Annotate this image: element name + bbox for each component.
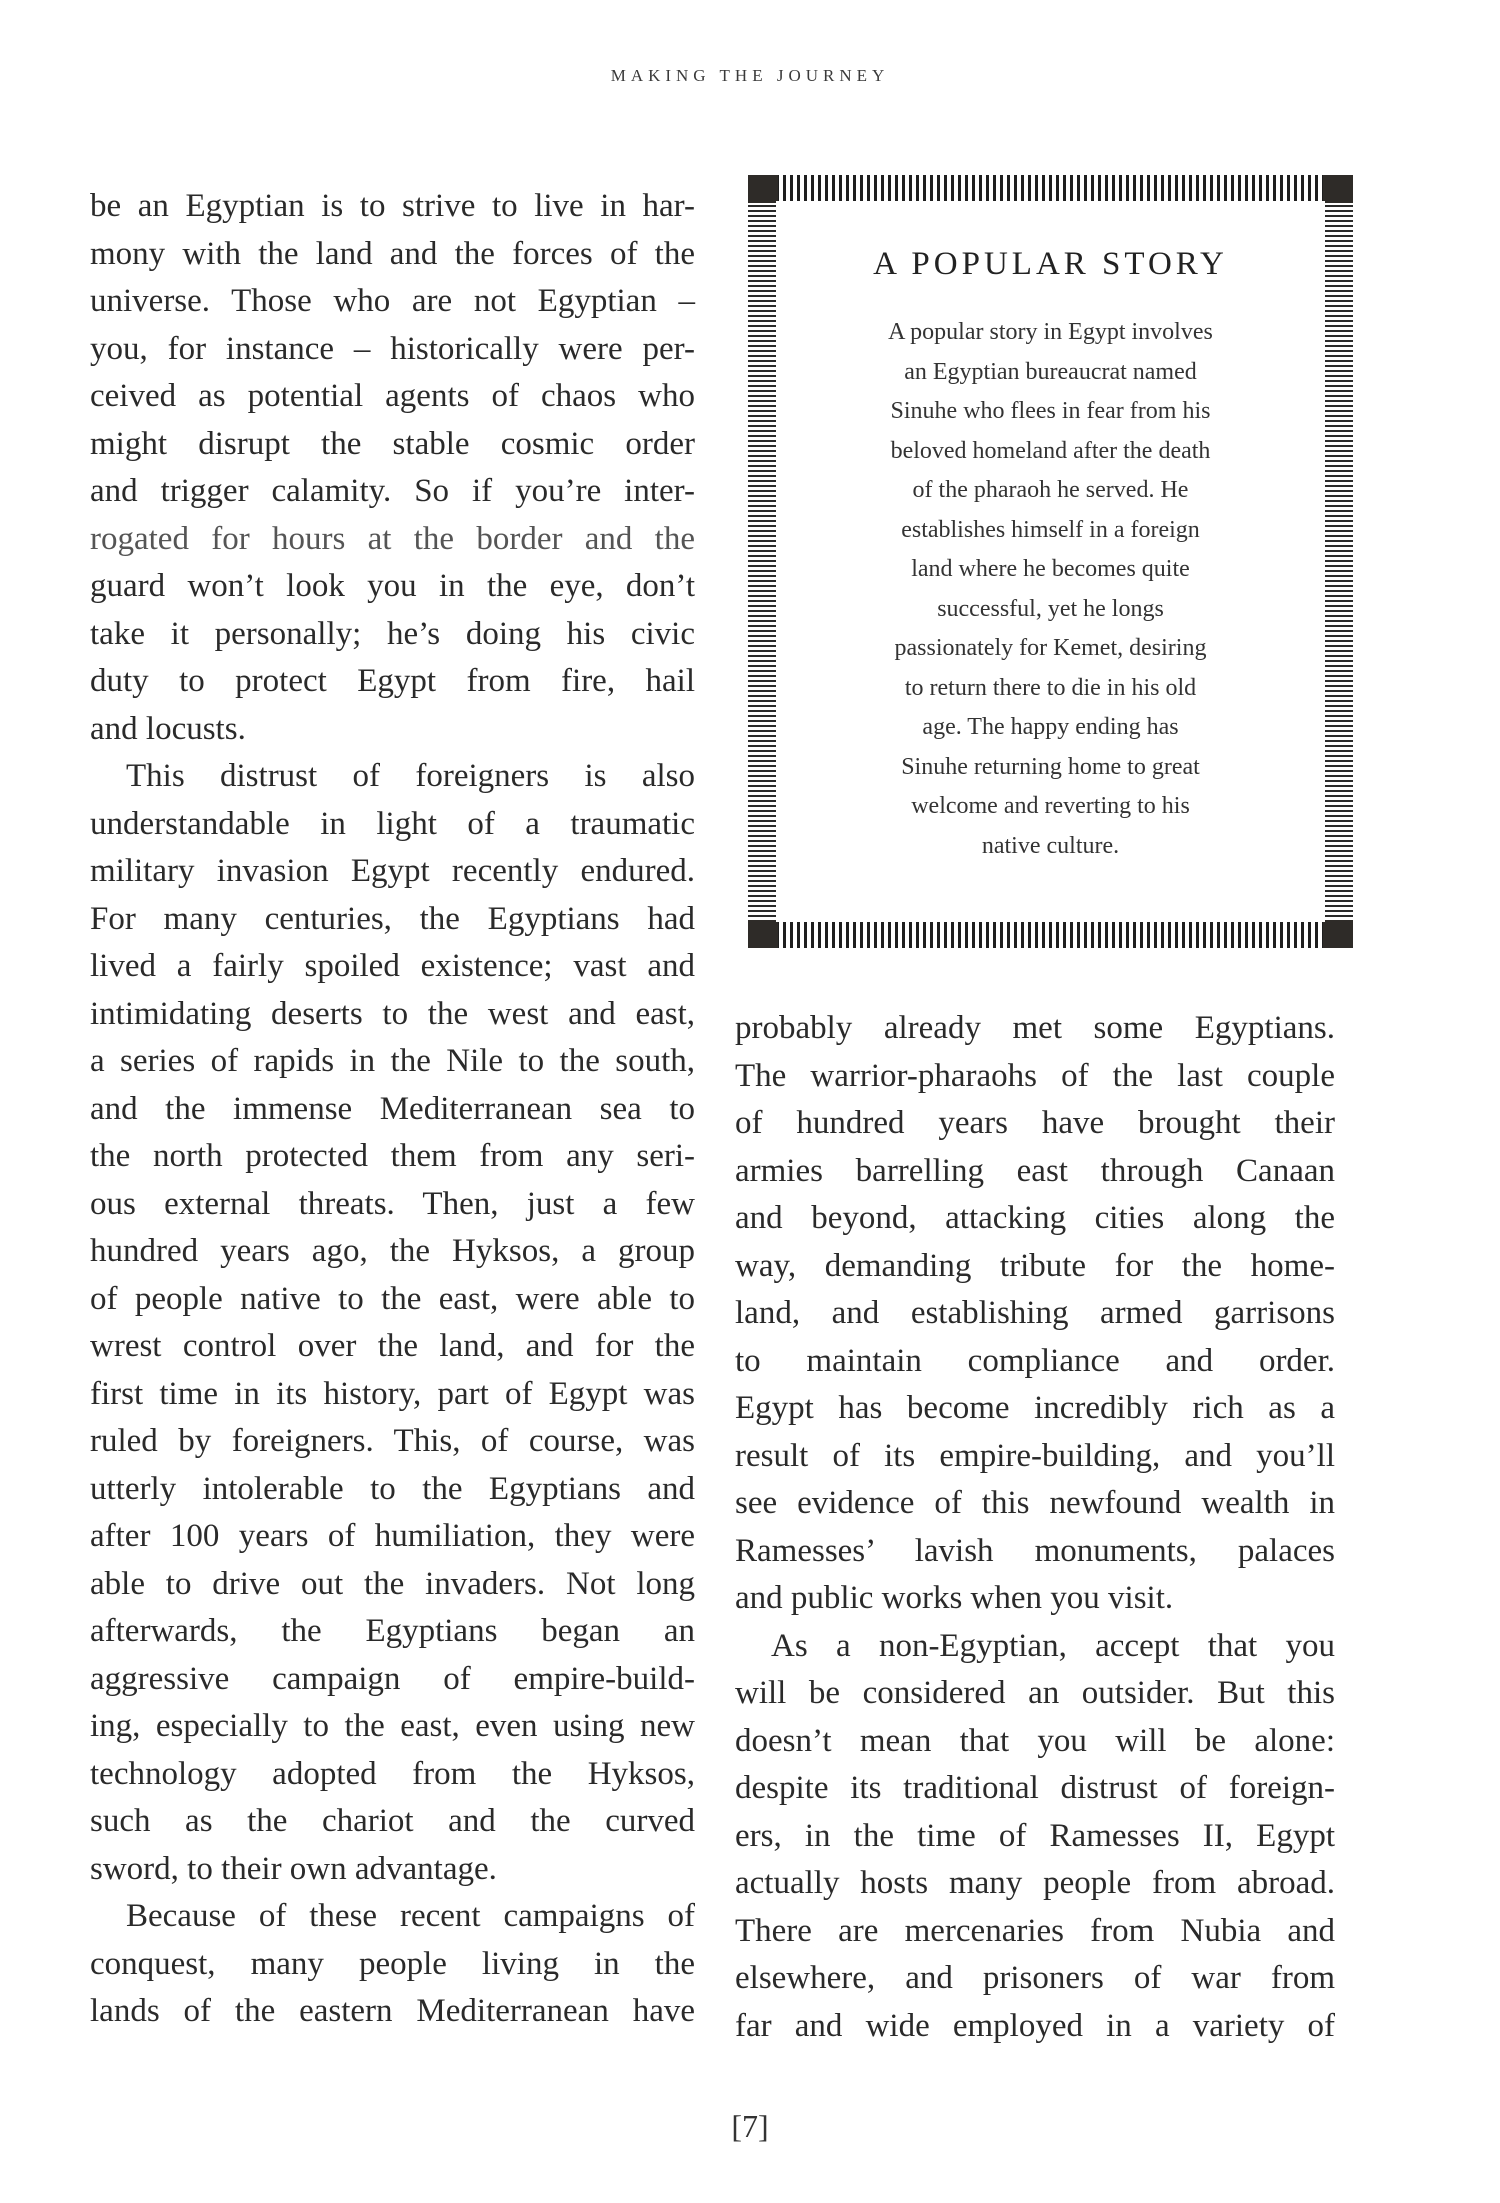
corner-block (1323, 920, 1353, 948)
text-line: land, and establishing armed garrisons (735, 1295, 1335, 1331)
text-line: utterly intolerable to the Egyptians and (90, 1470, 695, 1507)
text-line: guard won’t look you in the eye, don’t (90, 568, 695, 604)
text-line: Egypt has become incredibly rich as a (735, 1390, 1335, 1426)
sidebar-line: welcome and reverting to his (911, 793, 1190, 819)
text-line: of hundred years have brought their (735, 1105, 1335, 1141)
running-head: MAKING THE JOURNEY (610, 66, 890, 85)
sidebar-line: native culture. (981, 832, 1120, 859)
corner-block (1323, 175, 1353, 203)
text-line: first time in its history, part of Egypt was (90, 1375, 695, 1412)
text-line: you, for instance – historically were per- (90, 330, 695, 367)
text-line: and trigger calamity. So if you’re inter- (90, 473, 695, 509)
text-line: conquest, many people living in the (90, 1945, 695, 1982)
sidebar-title: A POPULAR STORY (873, 246, 1228, 282)
sidebar-line: beloved homeland after the death (890, 437, 1211, 464)
text-line: will be considered an outsider. But this (735, 1675, 1335, 1711)
text-line: to maintain compliance and order. (735, 1342, 1335, 1379)
text-line: be an Egyptian is to strive to live in har- (90, 188, 695, 224)
sidebar-line: to return there to die in his old (904, 674, 1197, 701)
sidebar-line: successful, yet he longs (937, 595, 1164, 622)
sidebar-line: Sinuhe who flees in fear from his (890, 398, 1211, 424)
text-line: of people native to the east, were able to (90, 1280, 695, 1317)
text-line: There are mercenaries from Nubia and (735, 1912, 1335, 1949)
sidebar-line: Sinuhe returning home to great (901, 753, 1200, 780)
text-line: take it personally; he’s doing his civic (90, 615, 695, 652)
paragraph-start-line: Because of these recent campaigns of (126, 1898, 695, 1934)
corner-block (748, 920, 778, 948)
text-line: such as the chariot and the curved (90, 1803, 695, 1839)
popular-story-sidebar (748, 175, 1353, 948)
sidebar-line: A popular story in Egypt involves (888, 319, 1213, 345)
page-number: [7] (731, 2108, 769, 2144)
border-bottom-ornament (748, 922, 1353, 948)
text-line: despite its traditional distrust of foreign- (735, 1770, 1335, 1806)
text-line: wrest control over the land, and for the (90, 1328, 695, 1364)
text-line: Ramesses’ lavish monuments, palaces (735, 1532, 1335, 1569)
sidebar-content (776, 201, 1325, 922)
sidebar-line: establishes himself in a foreign (901, 516, 1200, 543)
text-line: sword, to their own advantage. (90, 1850, 497, 1887)
text-line: lived a fairly spoiled existence; vast and (90, 948, 695, 984)
text-line: and public works when you visit. (735, 1580, 1174, 1616)
text-line: far and wide employed in a variety of (735, 2007, 1335, 2044)
text-line: duty to protect Egypt from fire, hail (90, 663, 695, 699)
paragraph-start-line: As a non-Egyptian, accept that you (771, 1627, 1335, 1664)
paragraph-start-line: This distrust of foreigners is also (126, 758, 695, 794)
sidebar-line: age. The happy ending has (922, 714, 1179, 740)
corner-block (748, 175, 778, 203)
border-right-ornament (1325, 175, 1353, 948)
text-line: afterwards, the Egyptians began an (90, 1613, 695, 1649)
text-line: hundred years ago, the Hyksos, a group (90, 1233, 695, 1269)
text-line: elsewhere, and prisoners of war from (735, 1960, 1335, 1996)
text-line: ceived as potential agents of chaos who (90, 378, 695, 414)
text-line: intimidating deserts to the west and east, (90, 995, 695, 1032)
text-line: able to drive out the invaders. Not long (90, 1565, 695, 1602)
text-line: The warrior-pharaohs of the last couple (735, 1057, 1335, 1094)
text-line: military invasion Egypt recently endured. (90, 853, 695, 889)
text-line: and locusts. (90, 710, 246, 747)
text-line: mony with the land and the forces of the (90, 235, 695, 272)
text-line: ous external threats. Then, just a few (90, 1185, 695, 1222)
text-line: result of its empire-building, and you’ll (735, 1437, 1335, 1474)
text-line: might disrupt the stable cosmic order (90, 425, 695, 462)
text-line: aggressive campaign of empire-build- (90, 1660, 695, 1697)
text-line: For many centuries, the Egyptians had (90, 900, 695, 937)
left-column (90, 183, 695, 2036)
text-line: ing, especially to the east, even using new (90, 1708, 695, 1744)
right-column (735, 1005, 1335, 2050)
sidebar-line: of the pharaoh he served. He (912, 477, 1189, 503)
text-line: way, demanding tribute for the home- (735, 1247, 1335, 1284)
text-line: armies barrelling east through Canaan (735, 1152, 1335, 1189)
text-line: doesn’t mean that you will be alone: (735, 1722, 1335, 1759)
text-line: and beyond, attacking cities along the (735, 1200, 1335, 1236)
text-line: understandable in light of a traumatic (90, 805, 695, 842)
border-left-ornament (748, 175, 776, 948)
text-line: and the immense Mediterranean sea to (90, 1090, 695, 1127)
sidebar-line: passionately for Kemet, desiring (894, 635, 1207, 661)
text-line: after 100 years of humiliation, they were (90, 1518, 695, 1554)
text-line: ruled by foreigners. This, of course, was (90, 1423, 695, 1459)
text-line: see evidence of this newfound wealth in (735, 1485, 1335, 1521)
text-line: the north protected them from any seri- (90, 1138, 695, 1174)
sidebar-line: land where he becomes quite (911, 556, 1190, 582)
text-line: a series of rapids in the Nile to the south, (90, 1043, 695, 1079)
text-line: lands of the eastern Mediterranean have (90, 1993, 695, 2029)
sidebar-body (776, 313, 1325, 866)
text-line: rogated for hours at the border and the (90, 520, 695, 557)
text-line: ers, in the time of Ramesses II, Egypt (735, 1817, 1335, 1854)
text-line: universe. Those who are not Egyptian – (90, 283, 695, 319)
text-line: technology adopted from the Hyksos, (90, 1755, 695, 1792)
text-line: actually hosts many people from abroad. (735, 1865, 1335, 1901)
text-line: probably already met some Egyptians. (735, 1010, 1335, 1046)
sidebar-line: an Egyptian bureaucrat named (904, 358, 1197, 385)
border-top-ornament (748, 175, 1353, 201)
